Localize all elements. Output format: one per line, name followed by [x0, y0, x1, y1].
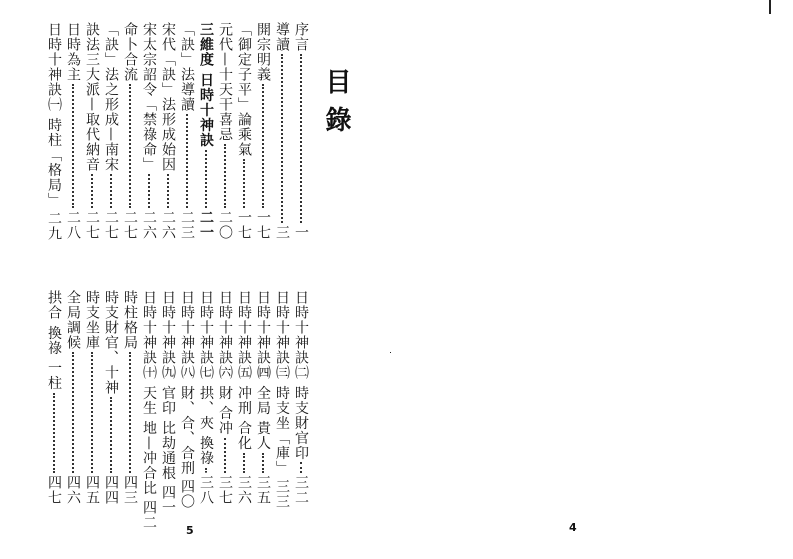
- toc-entry-page: 四三: [122, 475, 138, 505]
- toc-entry-page: 一七: [236, 210, 252, 240]
- toc-leader-dots: [224, 144, 226, 208]
- toc-entry: [121, 290, 139, 505]
- toc-entry-title: 時支財官、十神: [103, 290, 119, 395]
- toc-leader-dots: [53, 393, 55, 473]
- toc-entry-page: 一七: [255, 210, 271, 240]
- toc-entry: [235, 290, 253, 505]
- toc-entry-title: 時支坐庫: [84, 290, 100, 350]
- toc-entry: [159, 22, 177, 240]
- toc-entry-page: 二七: [84, 210, 100, 240]
- toc-entry: [254, 290, 272, 505]
- toc-entry-title: 日時十神訣㈢ 時支坐「庫」: [274, 290, 290, 476]
- toc-entry-page: 二一: [198, 210, 214, 240]
- toc-entry-title: 序言: [293, 22, 309, 52]
- toc-leader-dots: [72, 352, 74, 473]
- toc-entry-page: 三三: [274, 479, 290, 510]
- toc-entry-title: 宋代「訣」法形成始因: [160, 22, 176, 172]
- toc-entry-title: 拱合 換祿 一柱: [46, 290, 62, 391]
- scan-edge-mark: [769, 0, 771, 14]
- toc-entry-page: 三五: [255, 475, 271, 505]
- page-number-right: 4: [569, 521, 577, 534]
- toc-entry: [83, 22, 101, 240]
- toc-entry-page: 四二: [141, 499, 157, 530]
- toc-entry: [121, 22, 139, 240]
- toc-entry-title: 「訣」法導讀: [179, 22, 195, 112]
- toc-entry-title: 日時十神訣㈩ 天生 地—冲合比: [141, 290, 157, 496]
- toc-entry: [292, 290, 310, 505]
- toc-entry-title: 日時十神訣㈠ 時柱「格局」: [46, 22, 62, 208]
- toc-entry: [273, 290, 291, 510]
- toc-entry: [216, 22, 234, 240]
- toc-heading: 目錄: [321, 68, 351, 144]
- toc-entry-title: 日時十神訣㈦ 拱、夾 換祿: [198, 290, 214, 466]
- toc-entry-page: 四一: [160, 484, 176, 515]
- left-page: [0, 0, 396, 559]
- toc-leader-dots: [205, 150, 207, 208]
- toc-leader-dots: [262, 453, 264, 473]
- toc-leader-dots: [129, 84, 131, 208]
- toc-entry-page: 二六: [141, 210, 157, 240]
- toc-entry: [178, 22, 196, 240]
- toc-entry: [45, 290, 63, 505]
- toc-entry: [216, 290, 234, 505]
- toc-entry-title: 時柱格局: [122, 290, 138, 350]
- toc-entry-title: 日時十神訣㈨ 官印 比劫通根: [160, 290, 176, 481]
- toc-entry: [273, 22, 291, 240]
- toc-entry-title: 導讀: [274, 22, 290, 52]
- toc-entry: [292, 22, 310, 240]
- toc-entry-page: 三六: [236, 475, 252, 505]
- toc-entry-title: 元代—十天干喜忌: [217, 22, 233, 142]
- toc-leader-dots: [72, 84, 74, 208]
- toc-entry: [102, 290, 120, 505]
- toc-entry-title: 宋太宗詔令「禁祿命」: [141, 22, 157, 172]
- toc-entry-page: 二八: [65, 210, 81, 240]
- toc-entry: [102, 22, 120, 240]
- toc-entry-title: 日時為主: [65, 22, 81, 82]
- toc-entry-page: 三: [274, 225, 290, 240]
- toc-leader-dots: [262, 84, 264, 208]
- toc-entry-page: 二〇: [217, 210, 233, 240]
- toc-entry-title: 日時十神訣㈧ 財、合、合刑: [179, 290, 195, 476]
- toc-entry-page: 一: [293, 225, 309, 240]
- toc-entry-title: 全局調候: [65, 290, 81, 350]
- toc-entry: [83, 290, 101, 505]
- toc-entry-title: 訣法三大派—取代納音: [84, 22, 100, 172]
- toc-entry-page: 四六: [65, 475, 81, 505]
- toc-entry-title: 「訣」法之形成—南宋: [103, 22, 119, 172]
- toc-entry-title: 日時十神訣㈡ 時支財官印: [293, 290, 309, 461]
- toc-entry-page: 三二: [293, 475, 309, 505]
- toc-entry-page: 四四: [103, 475, 119, 505]
- toc-leader-dots: [205, 468, 207, 473]
- toc-entry-page: 三八: [198, 475, 214, 505]
- toc-entry-page: 四五: [84, 475, 100, 505]
- toc-leader-dots: [300, 54, 302, 223]
- right-page: [396, 0, 793, 559]
- toc-entry-page: 三七: [217, 475, 233, 505]
- toc-leader-dots: [243, 453, 245, 473]
- toc-entry: [45, 22, 63, 240]
- toc-entry-title: 三維度 日時十神訣: [198, 22, 214, 148]
- toc-entry: [64, 22, 82, 240]
- toc-entry: [197, 290, 215, 505]
- scan-dot: [390, 352, 391, 353]
- toc-leader-dots: [281, 54, 283, 223]
- toc-entry: [140, 290, 158, 530]
- toc-entry-page: 二七: [103, 210, 119, 240]
- toc-entry: [140, 22, 158, 240]
- toc-leader-dots: [110, 397, 112, 473]
- toc-entry-title: 開宗明義: [255, 22, 271, 82]
- toc-entry: [159, 290, 177, 515]
- toc-leader-dots: [167, 174, 169, 208]
- toc-leader-dots: [129, 352, 131, 473]
- toc-entry-page: 二九: [46, 211, 62, 242]
- toc-entry-section: [197, 22, 215, 240]
- toc-leader-dots: [110, 174, 112, 208]
- toc-entry-title: 命卜合流: [122, 22, 138, 82]
- toc-entry: [178, 290, 196, 510]
- toc-leader-dots: [243, 159, 245, 208]
- toc-entry: [64, 290, 82, 505]
- toc-entry-title: 日時十神訣㈤ 冲刑 合化: [236, 290, 252, 451]
- toc-entry-page: 二三: [179, 210, 195, 240]
- toc-entry: [254, 22, 272, 240]
- toc-entry-page: 四〇: [179, 479, 195, 510]
- toc-leader-dots: [224, 438, 226, 473]
- toc-entry-page: 四七: [46, 475, 62, 505]
- toc-entry-page: 二七: [122, 210, 138, 240]
- toc-leader-dots: [148, 174, 150, 208]
- toc-leader-dots: [186, 114, 188, 208]
- toc-entry-title: 「御定子平」論乘氣: [236, 22, 252, 157]
- toc-entry-page: 二六: [160, 210, 176, 240]
- toc-entry-title: 日時十神訣㈥ 財 合冲: [217, 290, 233, 436]
- toc-entry: [235, 22, 253, 240]
- toc-leader-dots: [91, 352, 93, 473]
- toc-leader-dots: [91, 174, 93, 208]
- toc-leader-dots: [300, 462, 302, 473]
- toc-entry-title: 日時十神訣㈣ 全局 貴人: [255, 290, 271, 451]
- page-number-left: 5: [186, 524, 194, 537]
